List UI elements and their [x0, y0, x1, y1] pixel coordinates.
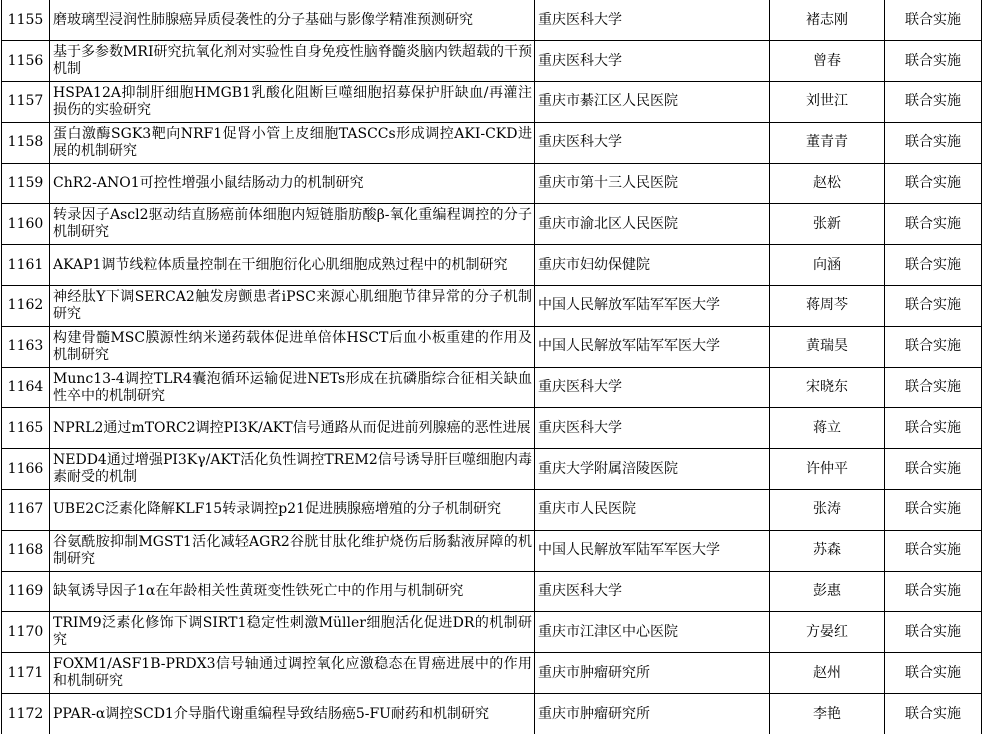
implementation-type: 联合实施	[885, 204, 982, 245]
principal-investigator: 苏森	[770, 530, 885, 571]
row-number: 1171	[2, 653, 50, 694]
row-number: 1168	[2, 530, 50, 571]
table-row	[2, 204, 982, 245]
table-row	[2, 163, 982, 204]
project-title: 构建骨髓MSC膜源性纳米递药载体促进单倍体HSCT后血小板重建的作用及机制研究	[50, 326, 535, 367]
row-number: 1169	[2, 571, 50, 612]
table-row	[2, 326, 982, 367]
project-title: 基于多参数MRI研究抗氧化剂对实验性自身免疫性脑脊髓炎脑内铁超载的干预机制	[50, 41, 535, 82]
table-row	[2, 408, 982, 449]
row-number: 1167	[2, 490, 50, 531]
project-title: AKAP1调节线粒体质量控制在干细胞衍化心肌细胞成熟过程中的机制研究	[50, 245, 535, 286]
project-title: HSPA12A抑制肝细胞HMGB1乳酸化阻断巨噬细胞招募保护肝缺血/再灌注损伤的实验研究	[50, 82, 535, 123]
table-row	[2, 530, 982, 571]
table-row	[2, 694, 982, 735]
institution: 重庆市渝北区人民医院	[535, 204, 770, 245]
institution: 重庆医科大学	[535, 571, 770, 612]
institution: 中国人民解放军陆军军医大学	[535, 530, 770, 571]
table-row	[2, 245, 982, 286]
row-number: 1158	[2, 122, 50, 163]
institution: 重庆市第十三人民医院	[535, 163, 770, 204]
table-row	[2, 367, 982, 408]
principal-investigator: 褚志刚	[770, 0, 885, 41]
principal-investigator: 刘世江	[770, 82, 885, 123]
implementation-type: 联合实施	[885, 612, 982, 653]
principal-investigator: 张新	[770, 204, 885, 245]
row-number: 1157	[2, 82, 50, 123]
project-title: 谷氨酰胺抑制MGST1活化减轻AGR2谷胱甘肽化维护烧伤后肠黏液屏障的机制研究	[50, 530, 535, 571]
row-number: 1155	[2, 0, 50, 41]
project-title: 转录因子Ascl2驱动结直肠癌前体细胞内短链脂肪酸β-氧化重编程调控的分子机制研究	[50, 204, 535, 245]
project-title: 神经肽Y下调SERCA2触发房颤患者iPSC来源心肌细胞节律异常的分子机制研究	[50, 286, 535, 327]
institution: 中国人民解放军陆军军医大学	[535, 326, 770, 367]
row-number: 1159	[2, 163, 50, 204]
institution: 重庆医科大学	[535, 122, 770, 163]
implementation-type: 联合实施	[885, 449, 982, 490]
table-row	[2, 612, 982, 653]
institution: 重庆市肿瘤研究所	[535, 653, 770, 694]
principal-investigator: 方晏红	[770, 612, 885, 653]
row-number: 1165	[2, 408, 50, 449]
implementation-type: 联合实施	[885, 408, 982, 449]
implementation-type: 联合实施	[885, 163, 982, 204]
row-number: 1163	[2, 326, 50, 367]
institution: 重庆医科大学	[535, 408, 770, 449]
row-number: 1166	[2, 449, 50, 490]
institution: 重庆市妇幼保健院	[535, 245, 770, 286]
project-title: UBE2C泛素化降解KLF15转录调控p21促进胰腺癌增殖的分子机制研究	[50, 490, 535, 531]
project-title: Munc13-4调控TLR4囊泡循环运输促进NETs形成在抗磷脂综合征相关缺血性卒中的机制研究	[50, 367, 535, 408]
table-row	[2, 82, 982, 123]
implementation-type: 联合实施	[885, 571, 982, 612]
project-title: NPRL2通过mTORC2调控PI3K/AKT信号通路从而促进前列腺癌的恶性进展	[50, 408, 535, 449]
principal-investigator: 彭惠	[770, 571, 885, 612]
project-title: 蛋白激酶SGK3靶向NRF1促肾小管上皮细胞TASCCs形成调控AKI-CKD进展的机制研究	[50, 122, 535, 163]
implementation-type: 联合实施	[885, 0, 982, 41]
principal-investigator: 宋晓东	[770, 367, 885, 408]
project-table	[1, 0, 982, 734]
row-number: 1160	[2, 204, 50, 245]
row-number: 1156	[2, 41, 50, 82]
table-row	[2, 41, 982, 82]
table-row	[2, 286, 982, 327]
implementation-type: 联合实施	[885, 41, 982, 82]
principal-investigator: 李艳	[770, 694, 885, 735]
institution: 重庆市綦江区人民医院	[535, 82, 770, 123]
principal-investigator: 向涵	[770, 245, 885, 286]
row-number: 1172	[2, 694, 50, 735]
implementation-type: 联合实施	[885, 653, 982, 694]
table-row	[2, 653, 982, 694]
table-row	[2, 571, 982, 612]
institution: 重庆市江津区中心医院	[535, 612, 770, 653]
principal-investigator: 蒋立	[770, 408, 885, 449]
implementation-type: 联合实施	[885, 122, 982, 163]
project-title: ChR2-ANO1可控性增强小鼠结肠动力的机制研究	[50, 163, 535, 204]
project-title: PPAR-α调控SCD1介导脂代谢重编程导致结肠癌5-FU耐药和机制研究	[50, 694, 535, 735]
implementation-type: 联合实施	[885, 82, 982, 123]
implementation-type: 联合实施	[885, 245, 982, 286]
implementation-type: 联合实施	[885, 530, 982, 571]
institution: 重庆医科大学	[535, 0, 770, 41]
table-row	[2, 490, 982, 531]
project-title: NEDD4通过增强PI3Kγ/AKT活化负性调控TREM2信号诱导肝巨噬细胞内毒素耐受的机制	[50, 449, 535, 490]
principal-investigator: 蒋周芩	[770, 286, 885, 327]
institution: 重庆大学附属涪陵医院	[535, 449, 770, 490]
principal-investigator: 赵州	[770, 653, 885, 694]
project-title: 缺氧诱导因子1α在年龄相关性黄斑变性铁死亡中的作用与机制研究	[50, 571, 535, 612]
principal-investigator: 曾春	[770, 41, 885, 82]
implementation-type: 联合实施	[885, 694, 982, 735]
principal-investigator: 赵松	[770, 163, 885, 204]
institution: 重庆医科大学	[535, 367, 770, 408]
principal-investigator: 董青青	[770, 122, 885, 163]
table-row	[2, 122, 982, 163]
institution: 重庆医科大学	[535, 41, 770, 82]
institution: 重庆市人民医院	[535, 490, 770, 531]
row-number: 1161	[2, 245, 50, 286]
implementation-type: 联合实施	[885, 367, 982, 408]
implementation-type: 联合实施	[885, 286, 982, 327]
row-number: 1170	[2, 612, 50, 653]
project-title: FOXM1/ASF1B-PRDX3信号轴通过调控氧化应激稳态在胃癌进展中的作用和机制研究	[50, 653, 535, 694]
principal-investigator: 黄瑞昊	[770, 326, 885, 367]
institution: 中国人民解放军陆军军医大学	[535, 286, 770, 327]
table-row	[2, 449, 982, 490]
implementation-type: 联合实施	[885, 326, 982, 367]
project-title: TRIM9泛素化修饰下调SIRT1稳定性刺激Müller细胞活化促进DR的机制研究	[50, 612, 535, 653]
project-title: 磨玻璃型浸润性肺腺癌异质侵袭性的分子基础与影像学精准预测研究	[50, 0, 535, 41]
principal-investigator: 张涛	[770, 490, 885, 531]
table-row	[2, 0, 982, 41]
principal-investigator: 许仲平	[770, 449, 885, 490]
implementation-type: 联合实施	[885, 490, 982, 531]
project-table-body	[2, 0, 982, 734]
row-number: 1164	[2, 367, 50, 408]
institution: 重庆市肿瘤研究所	[535, 694, 770, 735]
row-number: 1162	[2, 286, 50, 327]
